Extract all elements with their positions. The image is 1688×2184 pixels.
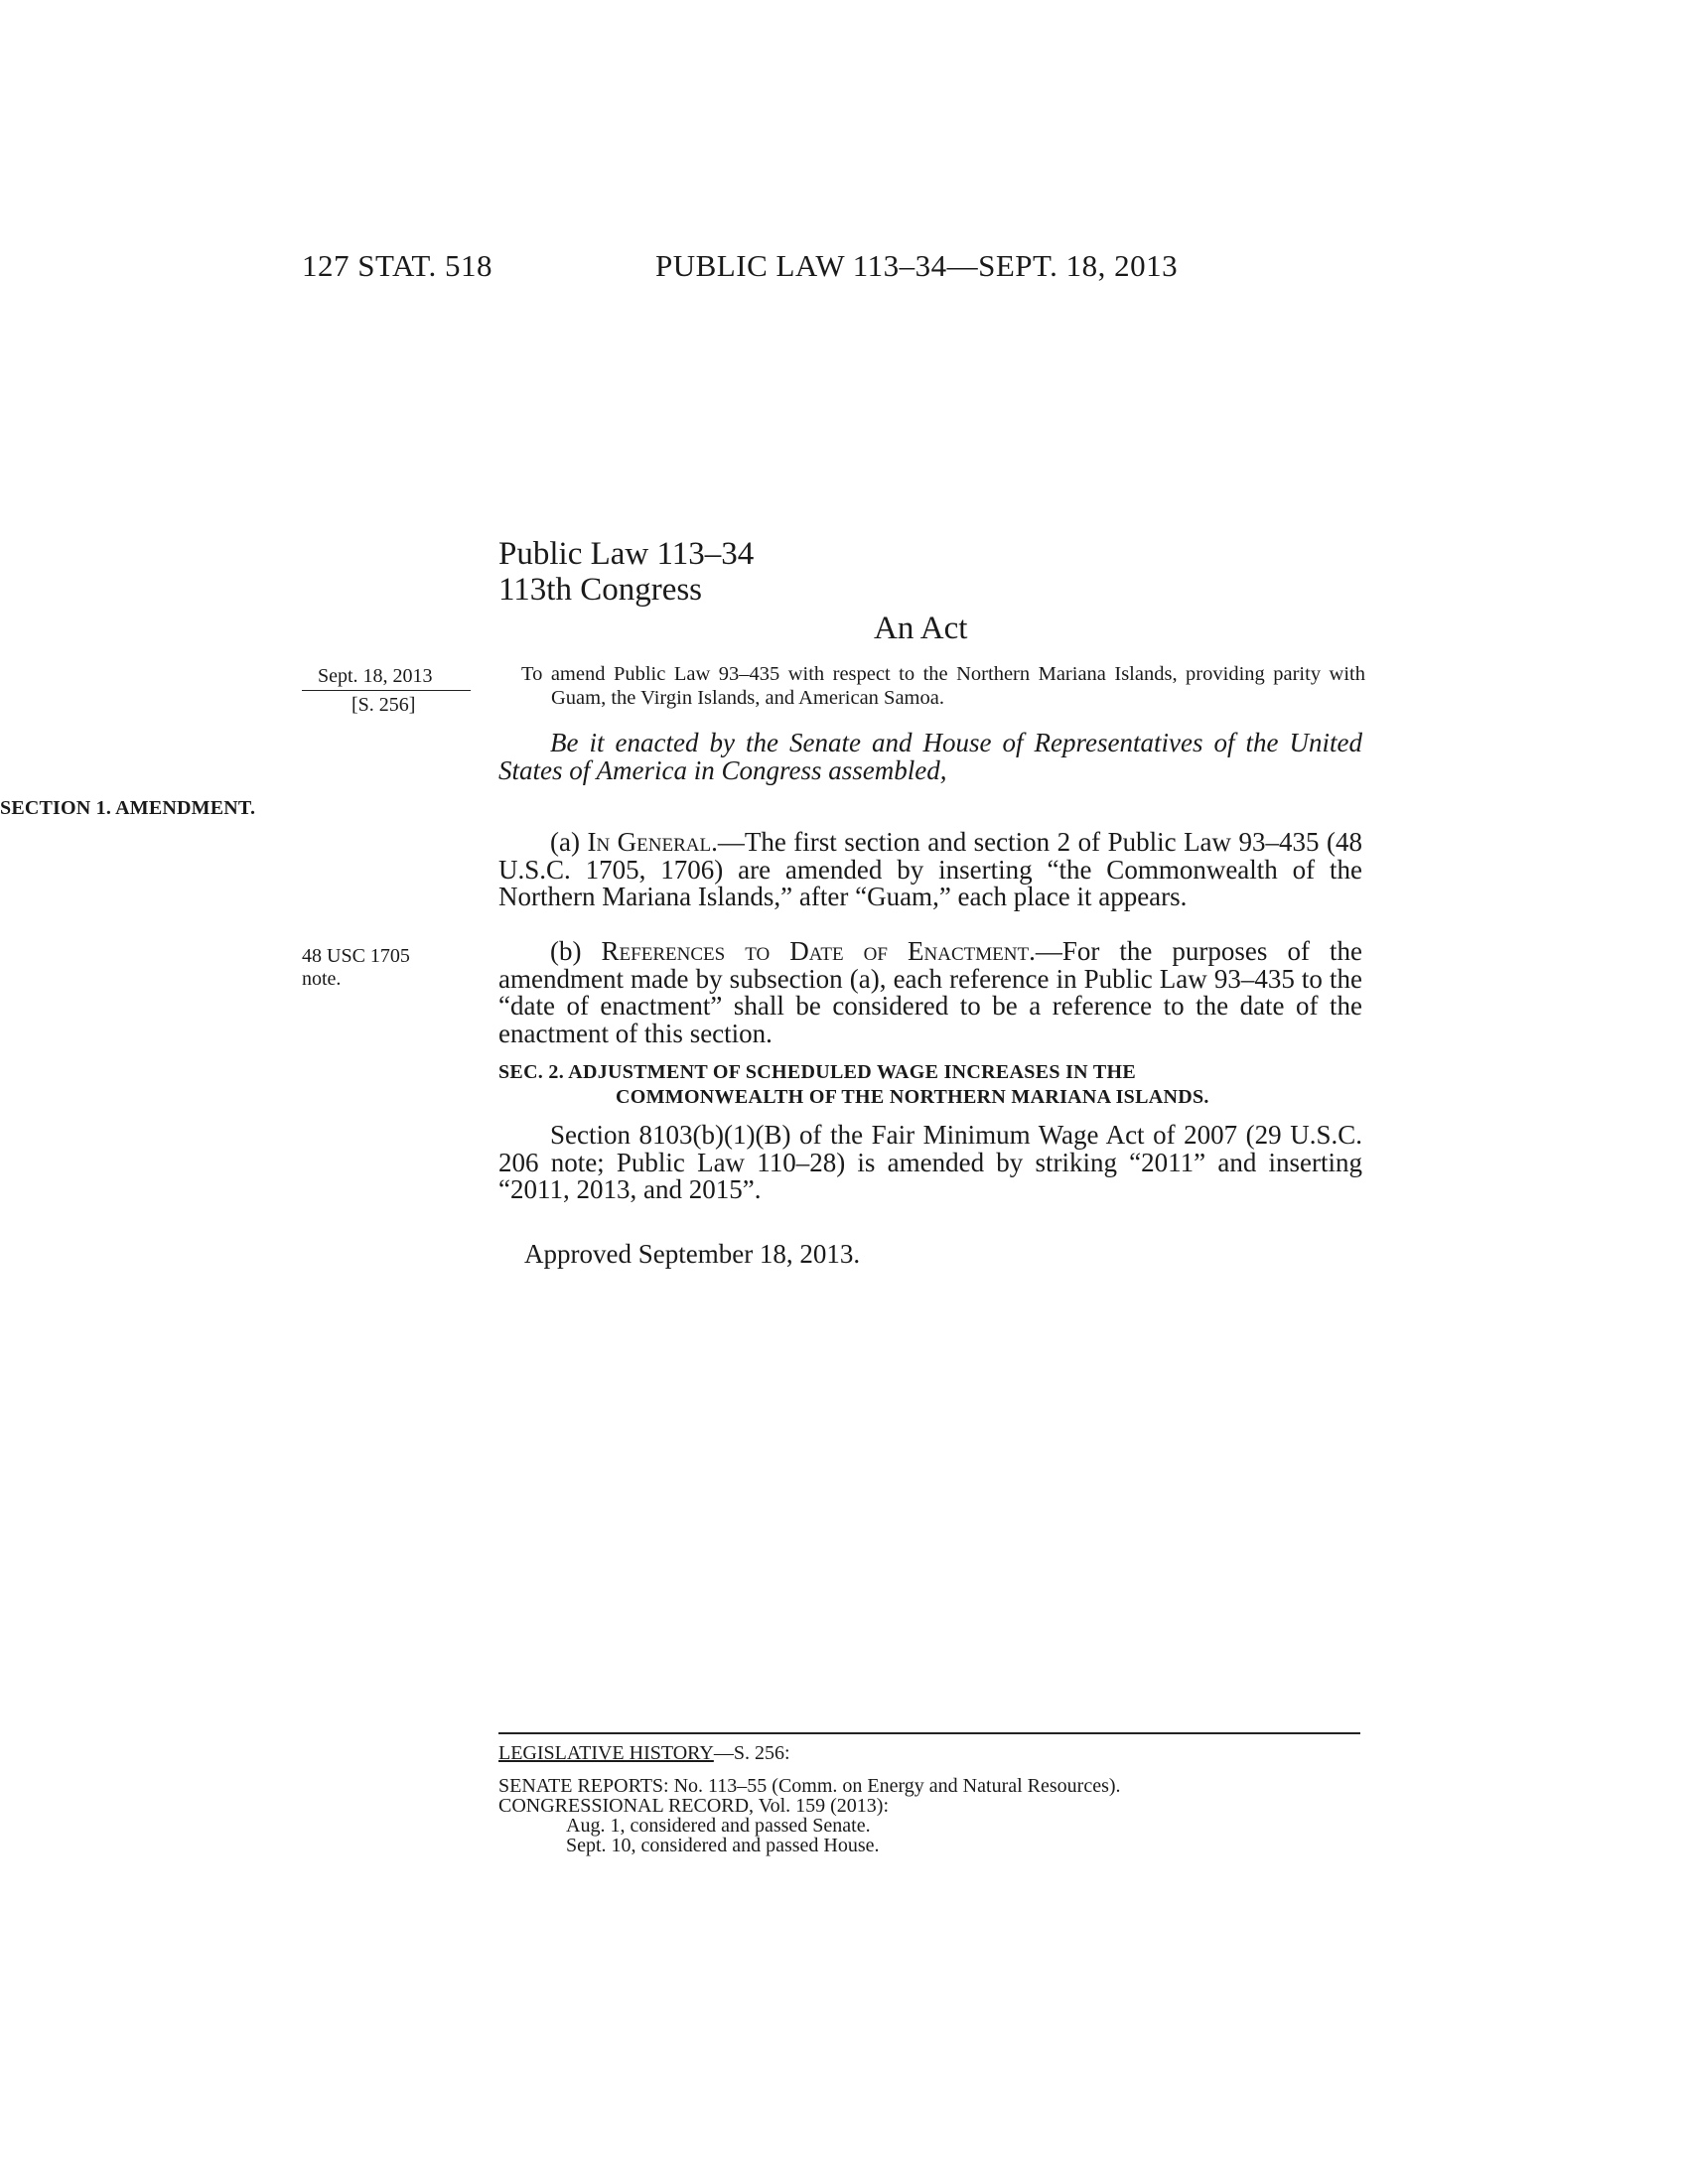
legislative-history-label: LEGISLATIVE HISTORY xyxy=(498,1742,714,1764)
subsection-b-caption: References to Date of Enactment xyxy=(601,936,1030,966)
public-law-title: Public Law 113–34 xyxy=(498,536,755,572)
subsection-b-label: (b) xyxy=(550,936,602,966)
history-entry: Sept. 10, considered and passed House. xyxy=(566,1835,880,1856)
section-2-heading xyxy=(498,1060,1362,1110)
history-entry: Aug. 1, considered and passed Senate. xyxy=(566,1815,871,1837)
enacting-clause: Be it enacted by the Senate and House of Representatives of the United States of America in Congress assembled, xyxy=(498,728,1362,785)
subsection-a xyxy=(498,829,1362,911)
subsection-b-text: .—For the purposes of the amendment made by subsection (a), each reference in Public Law 93–435 to the “date of enactment” shall be considered to be a reference to the date of the enactment of this section. xyxy=(498,936,1363,1048)
margin-usc-note xyxy=(302,945,410,991)
section-1-heading: SECTION 1. AMENDMENT. xyxy=(0,797,256,819)
margin-rule xyxy=(302,690,471,691)
legislative-history-title xyxy=(498,1743,790,1763)
legislative-history-bill: —S. 256: xyxy=(713,1742,790,1764)
senate-reports-line: SENATE REPORTS: No. 113–55 (Comm. on Energy and Natural Resources). xyxy=(498,1775,1121,1797)
subsection-b xyxy=(498,938,1362,1047)
congress-label: 113th Congress xyxy=(498,572,703,608)
margin-date: Sept. 18, 2013 xyxy=(318,665,433,687)
section-2-text: Section 8103(b)(1)(B) of the Fair Minimum Wage Act of 2007 (29 U.S.C. 206 note; Public Law 110–28) is amended by striking “2011” and inserting “2011, 2013, and 2015”. xyxy=(498,1120,1362,1204)
margin-usc-line2: note. xyxy=(302,968,342,990)
approval-date: Approved September 18, 2013. xyxy=(524,1239,861,1269)
margin-bill-number: [S. 256] xyxy=(352,694,416,716)
subsection-a-caption: In General xyxy=(587,827,712,857)
section-2-heading-line1: SEC. 2. ADJUSTMENT OF SCHEDULED WAGE INCREASES IN THE xyxy=(498,1061,1136,1083)
act-title: An Act xyxy=(874,611,968,646)
subsection-a-text: .—The first section and section 2 of Public Law 93–435 (48 U.S.C. 1705, 1706) are amended by inserting “the Commonwealth of the Northern Mariana Islands,” after “Guam,” each place it appears. xyxy=(498,827,1362,911)
footnote-rule xyxy=(498,1732,1360,1734)
margin-usc-line1: 48 USC 1705 xyxy=(302,945,410,967)
congressional-record-line: CONGRESSIONAL RECORD, Vol. 159 (2013): xyxy=(498,1795,889,1817)
running-title: PUBLIC LAW 113–34—SEPT. 18, 2013 xyxy=(655,248,1179,283)
purpose-clause: To amend Public Law 93–435 with respect to the Northern Mariana Islands, providing parity with Guam, the Virgin Islands, and American Samoa. xyxy=(521,663,1365,709)
stat-page-number: 127 STAT. 518 xyxy=(302,248,493,283)
section-2-heading-line2: COMMONWEALTH OF THE NORTHERN MARIANA ISLANDS. xyxy=(616,1086,1209,1108)
subsection-a-label: (a) xyxy=(550,827,588,857)
